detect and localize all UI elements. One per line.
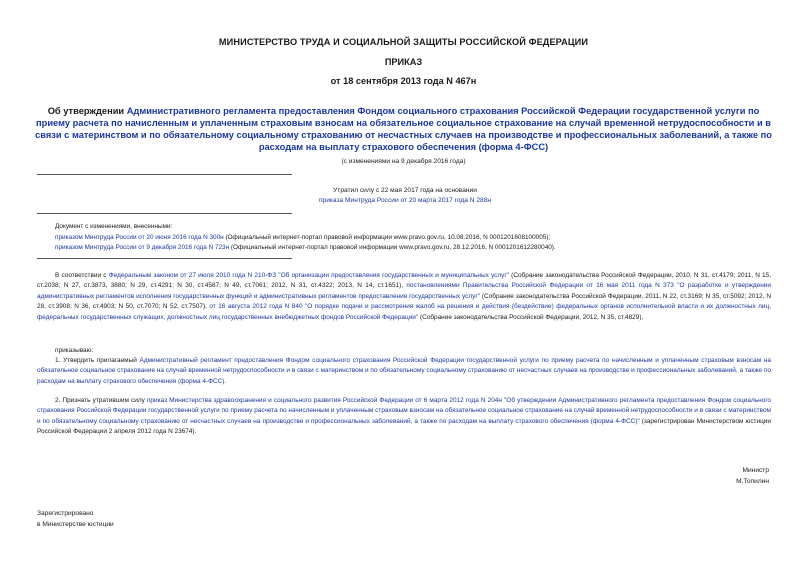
lost-force-text: Утратил силу с 22 мая 2017 года на основании: [333, 187, 477, 194]
doc-date-number: от 18 сентября 2013 года N 467н: [330, 76, 477, 86]
amendment-source-2: (Официальный интернет-портал правовой информации www.pravo.gov.ru, 28.12.2016, N 0001201612280040).: [229, 244, 556, 251]
government-decree-373-link[interactable]: постановлениями Правительства Российской Федерации от 16 мая 2011 года N 373 "О разработке и утверждении административных регламентов исполнения государственных функций и административных регламентов предоставления государственных услуг": [37, 282, 771, 300]
ministry-name: МИНИСТЕРСТВО ТРУДА И СОЦИАЛЬНОЙ ЗАЩИТЫ РОССИЙСКОЙ ФЕДЕРАЦИИ: [218, 37, 589, 47]
amendment-source-1: (Официальный интернет-портал правовой информации www.pravo.gov.ru, 10.08.2016, N 0001201608100005);: [223, 233, 551, 241]
preamble-paragraph: [37, 271, 771, 323]
changes-note: (с изменениями на 9 декабря 2016 года): [341, 158, 466, 165]
signatory-position: Министр: [742, 467, 769, 474]
government-decree-840-link[interactable]: от 16 августа 2012 года N 840 "О порядке подачи и рассмотрения жалоб на решения и действия (бездействие) федеральных органов исполнительной власти и их должностных лиц, федеральных государственных служащих, должностных лиц государственных внебюджетных фондов Российской Федерации": [37, 303, 771, 321]
amendment-item: [55, 233, 775, 244]
divider-left: [37, 174, 292, 175]
order-word: приказываю:: [55, 347, 94, 354]
amendment-item: [55, 243, 775, 254]
regulation-link[interactable]: Административный регламент предоставления Фондом социального страхования Российской Федерации государственной услуги по приему расчета по начисленным и уплаченным страховым взносам на обязательное социальное страхование на случай временной нетрудоспособности и в связи с материнством и по обязательному социальному страхованию от несчастных случаев на производстве и профессиональных заболеваний, а также по расходам на выплату страхового обеспечения (форма 4-ФСС): [37, 357, 771, 385]
item1-text-1: 1. Утвердить прилагаемый: [55, 357, 140, 364]
item1-text-2: .: [224, 377, 227, 385]
amendment-link-1[interactable]: приказом Минтруда России от 20 июня 2016 года N 300н: [55, 233, 224, 241]
registration-line-2: в Министерстве юстиции: [37, 520, 114, 528]
lost-force-note: [240, 186, 570, 206]
amendments-block: [55, 222, 775, 254]
signature-block: [736, 466, 769, 487]
item2-text-1: 2. Признать утратившим силу: [55, 397, 147, 404]
doc-type: ПРИКАЗ: [384, 57, 423, 67]
registration-line-1: Зарегистрировано: [37, 510, 94, 517]
preamble-text-1: В соответствии с: [55, 272, 109, 279]
order-item-1: [37, 356, 771, 387]
regulation-title-link[interactable]: Административного регламента предоставления Фондом социального страхования Российской Федерации государственной услуги по приему расчета по начисленным и уплаченным страховым взносам на обязательное социальное страхование на случай временной нетрудоспособности и в связи с материнством и по обязательному социальному страхованию от несчастных случаев на производстве и профессиональных заболеваний, а также по расходам на выплату страхового обеспечения (форма 4-ФСС): [35, 106, 772, 152]
title-prefix: Об утверждении: [47, 106, 127, 116]
preamble-text-4: (Собрание законодательства Российской Федерации, 2012, N 35, ст.4829),: [418, 313, 644, 321]
preamble-text-2: (Собрание законодательства Российской Федерации, 2010, N 31, ст.4179; 2011, N 15, ст.2038; N 27, ст.3873, 3880; N 29, ст.4291; N 30, ст.4587; N 49, ст.7061; 2012, N 31, ст.4322; 2013, N 14, ст.1651),: [37, 272, 771, 290]
divider-left-3: [37, 258, 292, 259]
amendments-heading: Документ с изменениями, внесенными:: [55, 223, 173, 230]
registration-note: [37, 509, 114, 530]
item2-text-2: (зарегистрирован Министерством юстиции Российской Федерации 2 апреля 2012 года N 23674).: [37, 417, 771, 436]
signatory-name: М.Топилин: [736, 477, 769, 485]
federal-law-link[interactable]: Федеральным законом от 27 июля 2010 года N 210-ФЗ "Об организации предоставления государственных и муниципальных услуг": [108, 272, 509, 279]
preamble-text-3: (Собрание законодательства Российской Федерации, 2011, N 22, ст.3169; N 35, ст.5092; 2012, N 28, ст.3908; N 36, ст.4903; N 50, ст.7070; N 52, ст.7507),: [37, 292, 771, 311]
amendment-link-2[interactable]: приказом Минтруда России от 9 декабря 2016 года N 723н: [55, 244, 230, 251]
order-item-2: [37, 396, 771, 438]
divider-left-2: [37, 213, 292, 214]
repealed-order-link[interactable]: приказ Министерства здравоохранения и социального развития Российской Федерации от 6 марта 2012 года N 204н "Об утверждении Административного регламента предоставления Фондом социального страхования Российской Федерации государственной услуги по приему расчета по начисленным и уплаченным страховым взносам на обязательное социальное страхование на случай временной нетрудоспособности и в связи с материнством и по обязательному социальному страхованию от несчастных случаев на производстве и профессиональных заболеваний, а также по расходам на выплату страхового обеспечения (форма 4-ФСС)": [37, 397, 771, 425]
doc-title: [30, 105, 777, 153]
lost-force-link[interactable]: приказа Минтруда России от 20 марта 2017 года N 288н: [318, 197, 492, 204]
